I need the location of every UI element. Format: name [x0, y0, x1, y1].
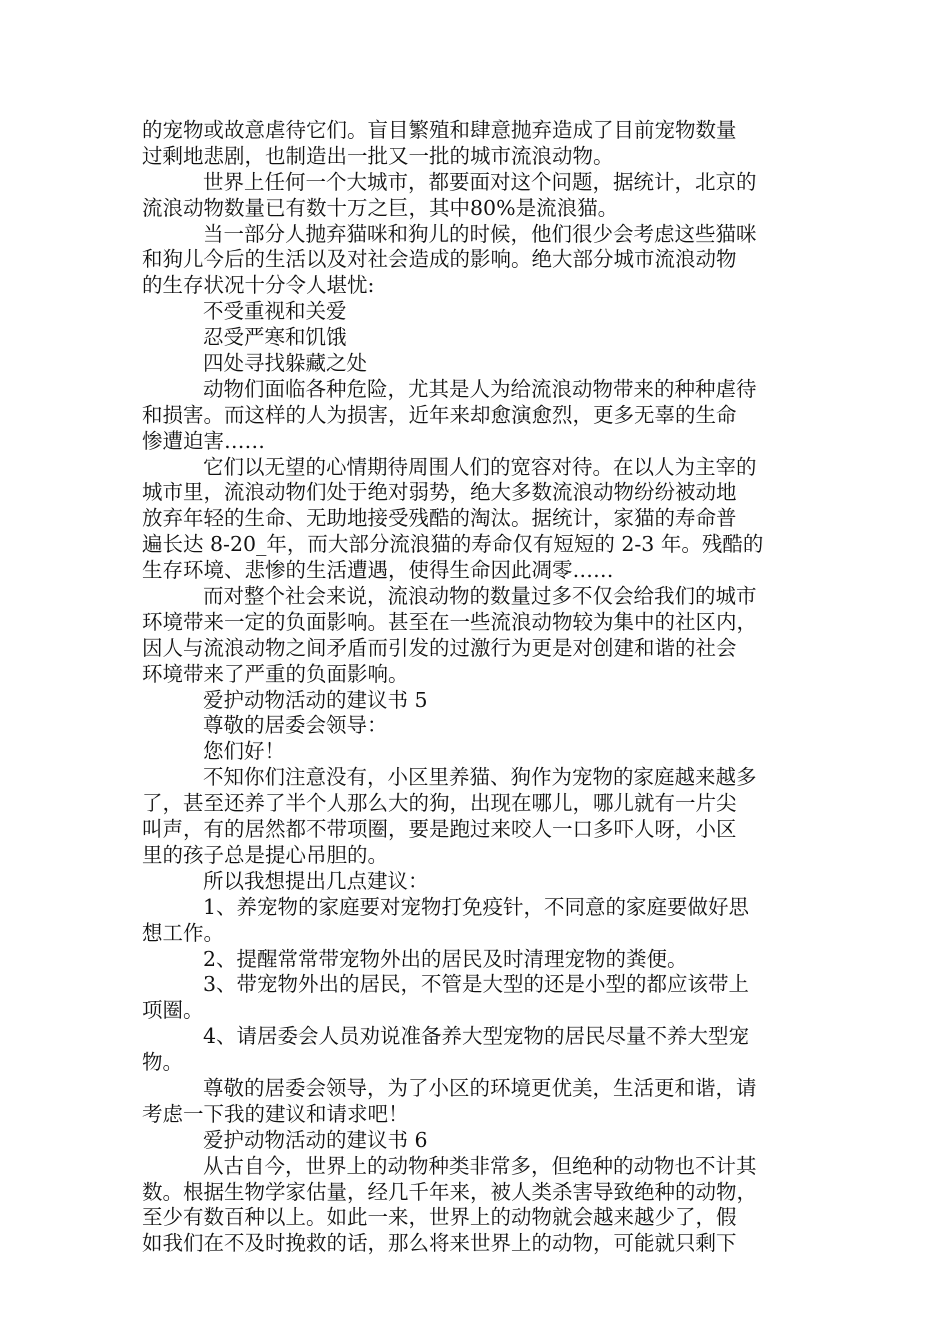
paragraph-line-indented: 2、提醒常常带宠物外出的居民及时清理宠物的粪便。	[203, 946, 688, 971]
paragraph-line: 的生存状况十分令人堪忧:	[142, 273, 375, 298]
paragraph-line-indented: 从古自今，世界上的动物种类非常多，但绝种的动物也不计其	[203, 1153, 757, 1178]
paragraph-line-indented: 不受重视和关爱	[203, 299, 347, 324]
paragraph-line-indented: 动物们面临各种危险，尤其是人为给流浪动物带来的种种虐待	[203, 376, 757, 401]
paragraph-line-indented: 尊敬的居委会领导：	[203, 713, 388, 738]
paragraph-line: 放弃年轻的生命、无助地接受残酷的淘汰。据统计，家猫的寿命普	[142, 506, 737, 531]
paragraph-line: 环境带来了严重的负面影响。	[142, 661, 409, 686]
paragraph-line: 过剩地悲剧，也制造出一批又一批的城市流浪动物。	[142, 143, 614, 168]
paragraph-line: 项圈。	[142, 998, 204, 1023]
paragraph-line-indented: 所以我想提出几点建议：	[203, 868, 429, 893]
paragraph-line: 里的孩子总是提心吊胆的。	[142, 842, 388, 867]
document-body	[142, 118, 814, 1257]
paragraph-line: 惨遭迫害……	[142, 428, 265, 453]
paragraph-line-indented: 尊敬的居委会领导，为了小区的环境更优美，生活更和谐，请	[203, 1075, 757, 1100]
paragraph-line: 城市里，流浪动物们处于绝对弱势，绝大多数流浪动物纷纷被动地	[142, 480, 737, 505]
paragraph-line: 如我们在不及时挽救的话，那么将来世界上的动物，可能就只剩下	[142, 1231, 737, 1256]
paragraph-line: 生存环境、悲惨的生活遭遇，使得生命因此凋零……	[142, 558, 614, 583]
paragraph-line: 因人与流浪动物之间矛盾而引发的过激行为更是对创建和谐的社会	[142, 635, 737, 660]
paragraph-line: 至少有数百种以上。如此一来，世界上的动物就会越来越少了，假	[142, 1205, 737, 1230]
paragraph-line-indented: 它们以无望的心情期待周围人们的宽容对待。在以人为主宰的	[203, 454, 757, 479]
paragraph-line: 数。根据生物学家估量，经几千年来，被人类杀害导致绝种的动物，	[142, 1179, 757, 1204]
paragraph-line-indented: 而对整个社会来说，流浪动物的数量过多不仅会给我们的城市	[203, 584, 757, 609]
paragraph-line: 和狗儿今后的生活以及对社会造成的影响。绝大部分城市流浪动物	[142, 247, 737, 272]
paragraph-line: 叫声，有的居然都不带项圈，要是跑过来咬人一口多吓人呀，小区	[142, 817, 737, 842]
paragraph-line: 想工作。	[142, 920, 224, 945]
paragraph-line-indented: 爱护动物活动的建议书 6	[203, 1127, 428, 1152]
paragraph-line-indented: 当一部分人抛弃猫咪和狗儿的时候，他们很少会考虑这些猫咪	[203, 221, 757, 246]
paragraph-line-indented: 3、带宠物外出的居民，不管是大型的还是小型的都应该带上	[203, 972, 750, 997]
paragraph-line: 物。	[142, 1050, 183, 1075]
paragraph-line: 流浪动物数量已有数十万之巨，其中80%是流浪猫。	[142, 195, 619, 220]
paragraph-line: 环境带来一定的负面影响。甚至在一些流浪动物较为集中的社区内，	[142, 609, 757, 634]
paragraph-line-indented: 1、养宠物的家庭要对宠物打免疫针，不同意的家庭要做好思	[203, 894, 750, 919]
paragraph-line: 的宠物或故意虐待它们。盲目繁殖和肆意抛弃造成了目前宠物数量	[142, 118, 737, 142]
paragraph-line-indented: 爱护动物活动的建议书 5	[203, 687, 428, 712]
paragraph-line-indented: 世界上任何一个大城市，都要面对这个问题，据统计，北京的	[203, 169, 757, 194]
paragraph-line-indented: 4、请居委会人员劝说准备养大型宠物的居民尽量不养大型宠	[203, 1024, 750, 1049]
paragraph-line: 了，甚至还养了半个人那么大的狗，出现在哪儿，哪儿就有一片尖	[142, 791, 737, 816]
paragraph-line-indented: 不知你们注意没有，小区里养猫、狗作为宠物的家庭越来越多	[203, 765, 757, 790]
paragraph-line-indented: 忍受严寒和饥饿	[203, 325, 347, 350]
paragraph-line: 考虑一下我的建议和请求吧！	[142, 1101, 409, 1126]
paragraph-line: 和损害。而这样的人为损害，近年来却愈演愈烈，更多无辜的生命	[142, 402, 737, 427]
paragraph-line: 遍长达 8-20_年，而大部分流浪猫的寿命仅有短短的 2-3 年。残酷的	[142, 532, 764, 557]
paragraph-line-indented: 您们好！	[203, 739, 285, 764]
paragraph-line-indented: 四处寻找躲藏之处	[203, 351, 367, 376]
